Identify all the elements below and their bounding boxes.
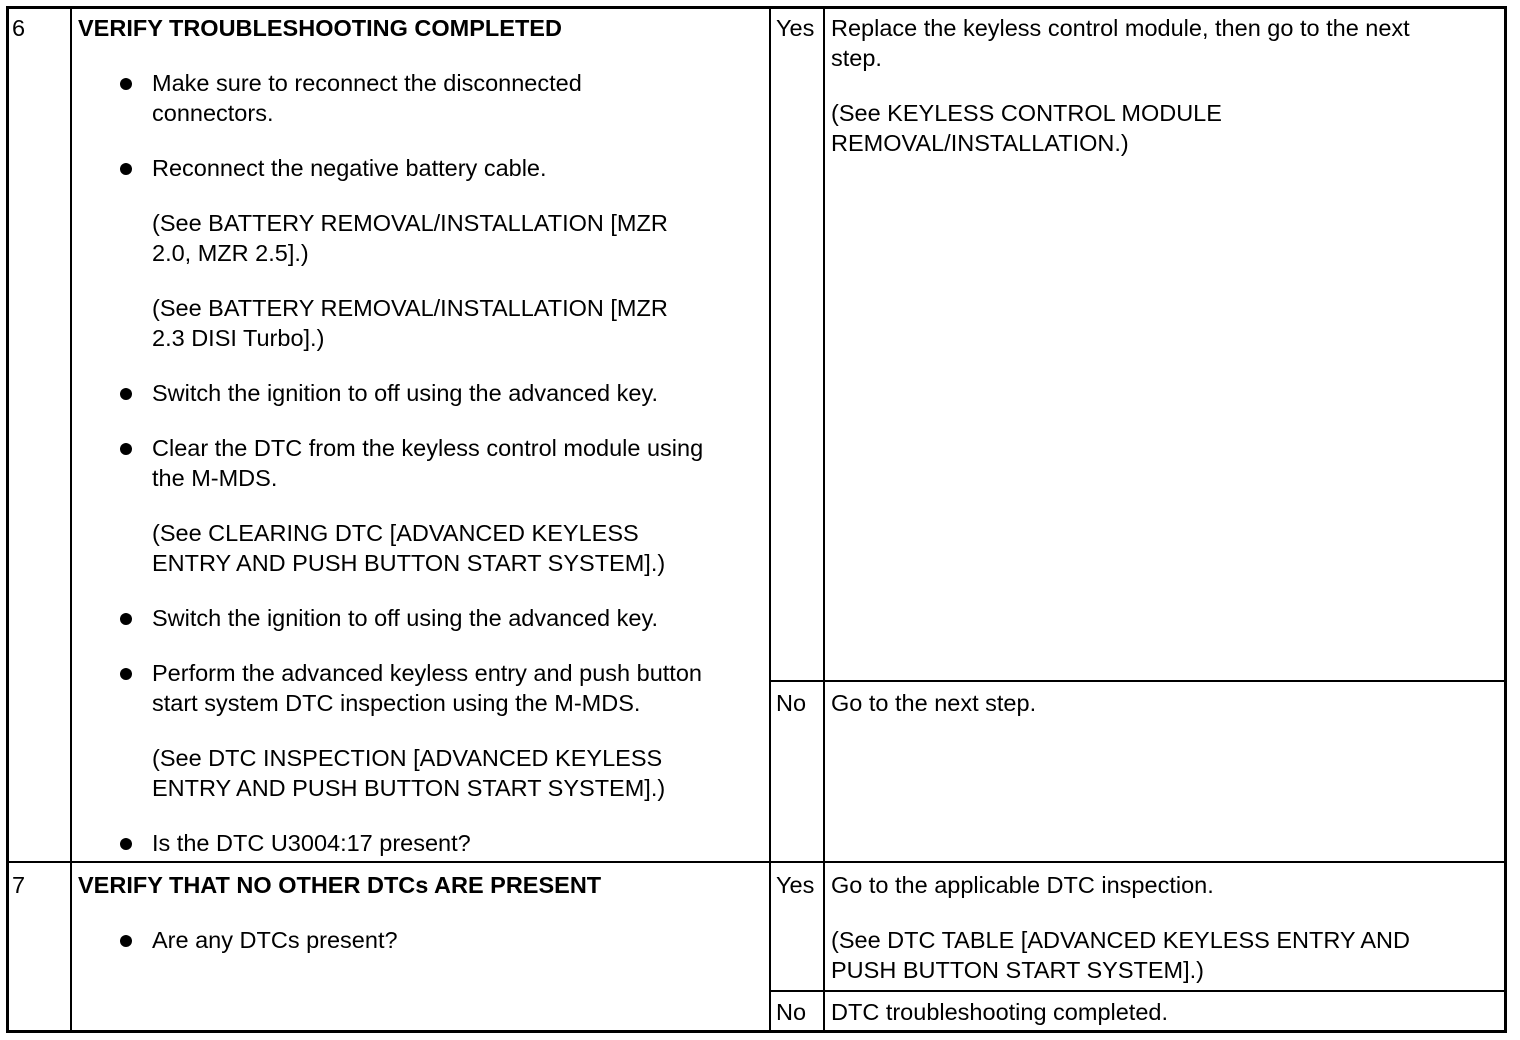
action-line: the M-MDS. (152, 465, 278, 491)
answer-yes: Yes (776, 15, 815, 41)
step-title: VERIFY TROUBLESHOOTING COMPLETED (78, 15, 562, 41)
action-line: Reconnect the negative battery cable. (152, 155, 547, 181)
action-line: Switch the ignition to off using the advanced key. (152, 605, 659, 631)
reference-line: ENTRY AND PUSH BUTTON START SYSTEM].) (152, 775, 666, 801)
reference-line: (See BATTERY REMOVAL/INSTALLATION [MZR (152, 295, 668, 321)
result-divider-step6 (769, 680, 1506, 682)
action-line: Perform the advanced keyless entry and push button (152, 660, 702, 686)
step-number: 7 (12, 872, 26, 898)
result-reference-line: PUSH BUTTON START SYSTEM].) (831, 957, 1205, 983)
bullet-icon (120, 388, 132, 400)
reference-line: 2.0, MZR 2.5].) (152, 240, 309, 266)
result-action-line: Go to the next step. (831, 690, 1037, 716)
answer-no: No (776, 690, 807, 716)
reference-line: (See CLEARING DTC [ADVANCED KEYLESS (152, 520, 639, 546)
result-reference-line: (See KEYLESS CONTROL MODULE (831, 100, 1222, 126)
bullet-icon (120, 613, 132, 625)
step-title: VERIFY THAT NO OTHER DTCs ARE PRESENT (78, 872, 602, 898)
result-action-line: Replace the keyless control module, then go to the next (831, 15, 1410, 41)
column-divider-answer (769, 7, 771, 1032)
column-divider-step (70, 7, 72, 1032)
result-action-line: Go to the applicable DTC inspection. (831, 872, 1214, 898)
result-reference-line: REMOVAL/INSTALLATION.) (831, 130, 1129, 156)
action-line: Clear the DTC from the keyless control module using (152, 435, 704, 461)
bullet-icon (120, 78, 132, 90)
row-divider-step6-7 (7, 861, 1506, 863)
action-line: start system DTC inspection using the M-MDS. (152, 690, 641, 716)
action-line: Are any DTCs present? (152, 927, 398, 953)
bullet-icon (120, 838, 132, 850)
action-line: Is the DTC U3004:17 present? (152, 830, 471, 856)
answer-no: No (776, 999, 807, 1025)
action-line: Make sure to reconnect the disconnected (152, 70, 582, 96)
result-action-line: DTC troubleshooting completed. (831, 999, 1169, 1025)
bullet-icon (120, 668, 132, 680)
action-line: connectors. (152, 100, 274, 126)
step-number: 6 (12, 15, 26, 41)
bullet-icon (120, 935, 132, 947)
reference-line: (See DTC INSPECTION [ADVANCED KEYLESS (152, 745, 663, 771)
answer-yes: Yes (776, 872, 815, 898)
bullet-icon (120, 443, 132, 455)
result-action-line: step. (831, 45, 882, 71)
result-divider-step7 (769, 990, 1506, 992)
reference-line: ENTRY AND PUSH BUTTON START SYSTEM].) (152, 550, 666, 576)
column-divider-result (823, 7, 825, 1032)
reference-line: (See BATTERY REMOVAL/INSTALLATION [MZR (152, 210, 668, 236)
action-line: Switch the ignition to off using the advanced key. (152, 380, 659, 406)
bullet-icon (120, 163, 132, 175)
reference-line: 2.3 DISI Turbo].) (152, 325, 325, 351)
result-reference-line: (See DTC TABLE [ADVANCED KEYLESS ENTRY AND (831, 927, 1410, 953)
